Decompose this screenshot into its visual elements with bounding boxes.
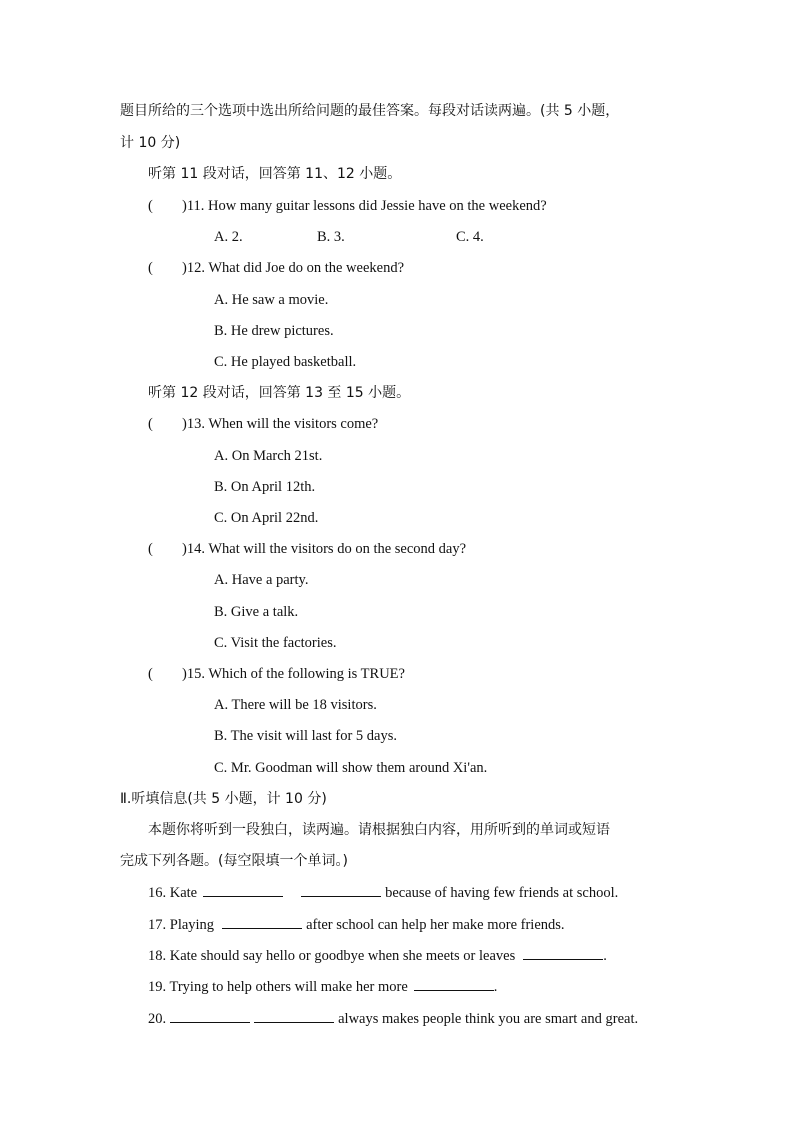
q15-option-a: A. There will be 18 visitors. bbox=[214, 697, 377, 713]
question-text: after school can help her make more friends. bbox=[306, 917, 565, 933]
question-16 bbox=[148, 882, 618, 903]
q13-option-b: B. On April 12th. bbox=[214, 479, 316, 495]
answer-blank[interactable] bbox=[414, 976, 494, 991]
q14-option-a: A. Have a party. bbox=[214, 572, 309, 588]
answer-blank[interactable] bbox=[170, 1008, 250, 1023]
answer-paren[interactable]: ( bbox=[148, 666, 153, 682]
question-text: )12. What did Joe do on the weekend? bbox=[182, 260, 405, 276]
question-19 bbox=[148, 976, 497, 997]
question-text: . bbox=[493, 979, 498, 995]
q12-option-a: A. He saw a movie. bbox=[214, 292, 329, 308]
dialogue-11-heading: 听第 11 段对话，回答第 11、12 小题。 bbox=[148, 166, 402, 182]
question-14 bbox=[148, 539, 466, 559]
section-2-heading: Ⅱ.听填信息(共 5 小题，计 10 分) bbox=[120, 791, 327, 807]
question-13 bbox=[148, 414, 378, 434]
question-text: )11. How many guitar lessons did Jessie have on the weekend? bbox=[182, 198, 547, 214]
question-20 bbox=[148, 1008, 638, 1029]
q13-option-a: A. On March 21st. bbox=[214, 448, 323, 464]
q15-option-c: C. Mr. Goodman will show them around Xi'an. bbox=[214, 760, 488, 776]
q14-option-c: C. Visit the factories. bbox=[214, 635, 337, 651]
question-11 bbox=[148, 196, 547, 216]
question-text: because of having few friends at school. bbox=[385, 885, 619, 901]
question-text: 20. bbox=[148, 1011, 167, 1027]
question-text: 16. Kate bbox=[148, 885, 198, 901]
question-text: )15. Which of the following is TRUE? bbox=[182, 666, 405, 682]
question-text: 17. Playing bbox=[148, 917, 215, 933]
q14-option-b: B. Give a talk. bbox=[214, 604, 299, 620]
answer-paren[interactable]: ( bbox=[148, 198, 153, 214]
q13-option-c: C. On April 22nd. bbox=[214, 510, 319, 526]
question-text: . bbox=[603, 948, 607, 964]
q11-option-c: C. 4. bbox=[456, 229, 484, 245]
answer-paren[interactable]: ( bbox=[148, 260, 153, 276]
question-15 bbox=[148, 664, 405, 684]
question-text: always makes people think you are smart and great. bbox=[338, 1011, 639, 1027]
question-17 bbox=[148, 914, 565, 935]
dialogue-12-heading: 听第 12 段对话，回答第 13 至 15 小题。 bbox=[148, 385, 411, 401]
question-text: 18. Kate should say hello or goodbye when she meets or leaves bbox=[148, 948, 516, 964]
q12-option-c: C. He played basketball. bbox=[214, 354, 357, 370]
answer-blank[interactable] bbox=[523, 945, 603, 960]
question-12 bbox=[148, 258, 404, 278]
answer-blank[interactable] bbox=[301, 882, 381, 897]
answer-paren[interactable]: ( bbox=[148, 416, 153, 432]
question-text: )14. What will the visitors do on the second day? bbox=[182, 541, 467, 557]
q11-option-a: A. 2. bbox=[214, 229, 243, 245]
answer-blank[interactable] bbox=[203, 882, 283, 897]
answer-paren[interactable]: ( bbox=[148, 541, 153, 557]
question-18 bbox=[148, 945, 607, 966]
q12-option-b: B. He drew pictures. bbox=[214, 323, 334, 339]
section-2-instruction-1: 本题你将听到一段独白，读两遍。请根据独白内容，用所听到的单词或短语 bbox=[148, 822, 610, 838]
question-text: 19. Trying to help others will make her more bbox=[148, 979, 408, 995]
answer-blank[interactable] bbox=[254, 1008, 334, 1023]
q11-option-b: B. 3. bbox=[317, 229, 345, 245]
question-text: )13. When will the visitors come? bbox=[182, 416, 379, 432]
section-2-instruction-2: 完成下列各题。(每空限填一个单词。) bbox=[120, 853, 348, 869]
answer-blank[interactable] bbox=[222, 914, 302, 929]
q15-option-b: B. The visit will last for 5 days. bbox=[214, 728, 397, 744]
intro-line-1: 题目所给的三个选项中选出所给问题的最佳答案。每段对话读两遍。(共 5 小题， bbox=[120, 103, 620, 119]
intro-line-2: 计 10 分) bbox=[120, 135, 181, 151]
